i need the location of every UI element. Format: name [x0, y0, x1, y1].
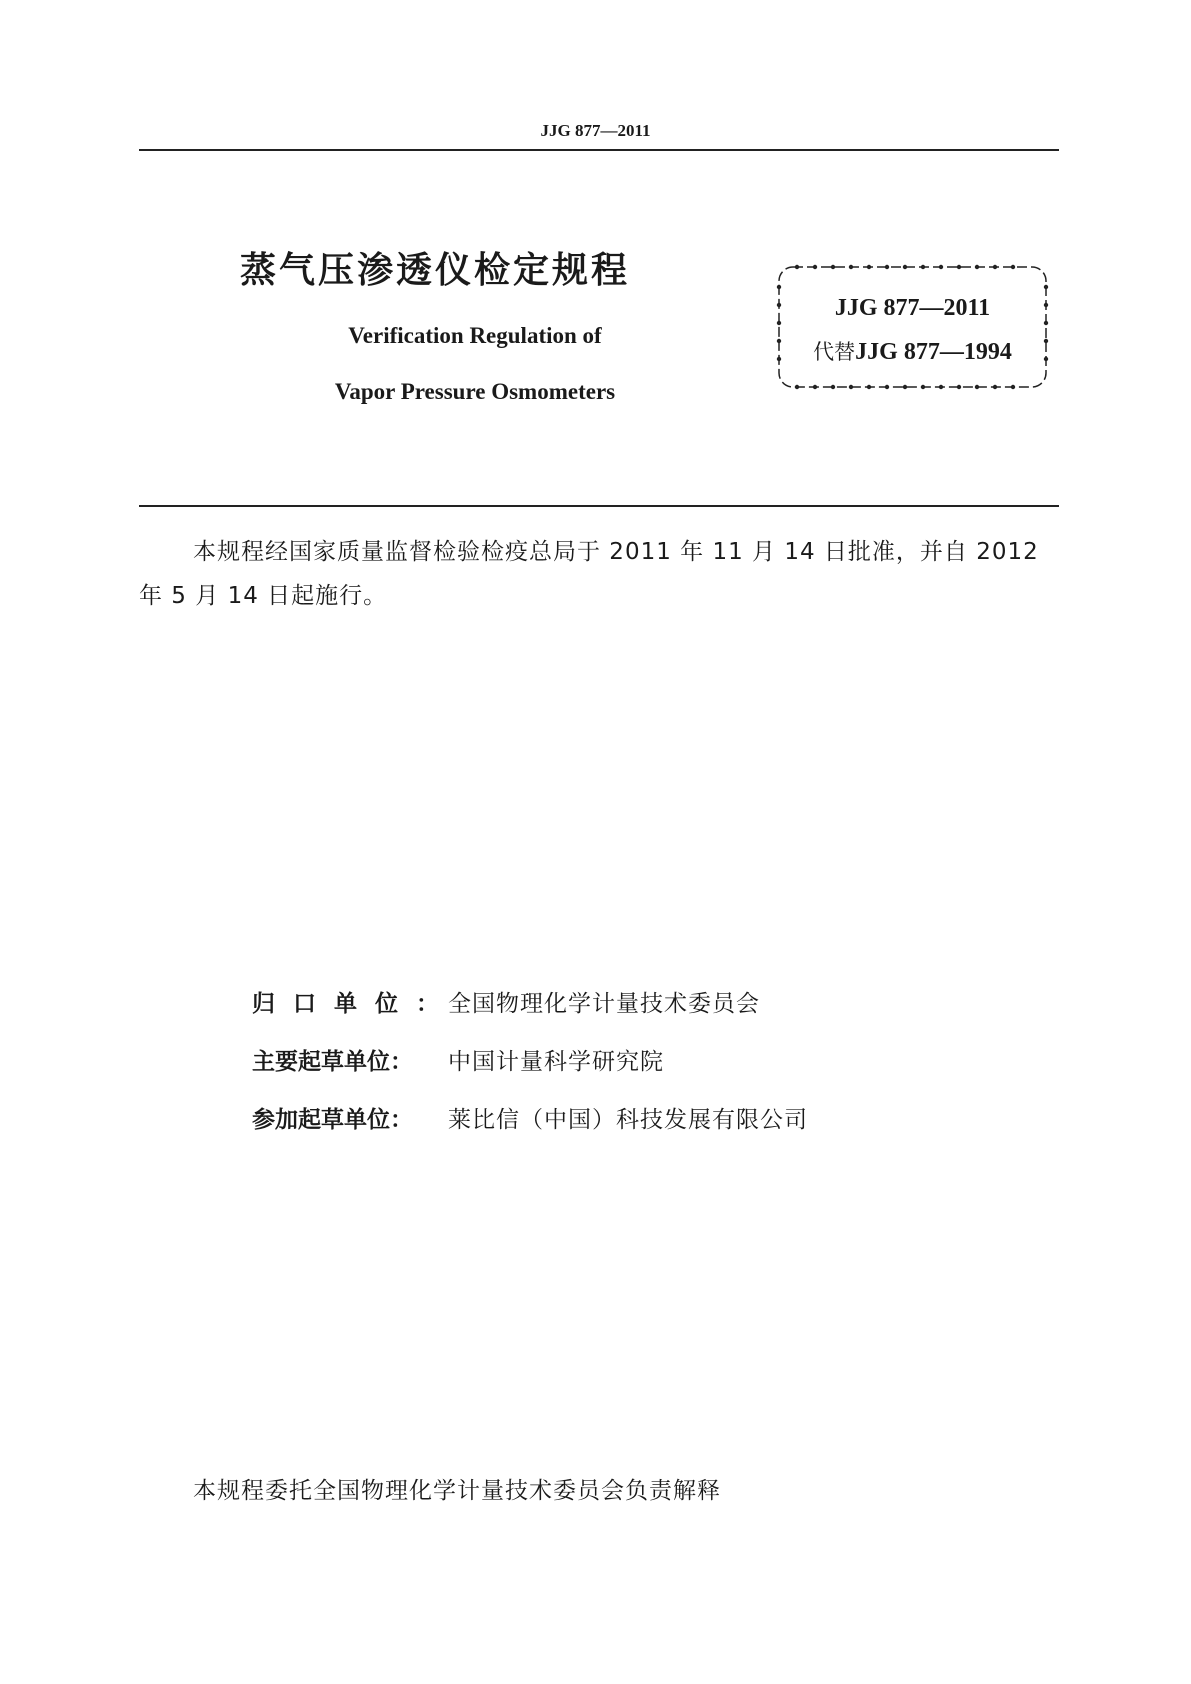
border-dot — [921, 265, 925, 269]
approval-statement: 本规程经国家质量监督检验检疫总局于 2011 年 11 月 14 日批准，并自 2012 年 5 月 14 日起施行。 — [139, 539, 1039, 609]
unit-value: 全国物理化学计量技术委员会 — [448, 991, 760, 1017]
border-dot — [921, 385, 925, 389]
border-dot — [849, 265, 853, 269]
border-dot — [795, 385, 799, 389]
border-dot — [1044, 285, 1048, 289]
unit-row-responsible — [252, 985, 760, 1018]
border-dot — [867, 265, 871, 269]
unit-label: 主要起草单位： — [252, 1049, 413, 1075]
border-dot — [975, 385, 979, 389]
border-dot — [867, 385, 871, 389]
border-dot — [975, 265, 979, 269]
unit-label: 归口单位： — [252, 991, 457, 1017]
border-dot — [957, 385, 961, 389]
border-dot — [795, 265, 799, 269]
border-dot — [813, 385, 817, 389]
title-english-line1: Verification Regulation of — [348, 323, 602, 348]
decorative-border — [775, 263, 1050, 391]
replaced-standard-code: JJG 877—1994 — [855, 339, 1012, 365]
border-dot — [1011, 385, 1015, 389]
border-dot — [993, 265, 997, 269]
border-dot — [903, 385, 907, 389]
border-dot — [939, 265, 943, 269]
title-english-line2: Vapor Pressure Osmometers — [334, 379, 616, 404]
standard-code: JJG 877—2011 — [834, 295, 991, 321]
unit-value: 莱比信（中国）科技发展有限公司 — [448, 1107, 808, 1133]
header-code: JJG 877—2011 — [540, 121, 651, 140]
border-dot — [831, 385, 835, 389]
title-chinese: 蒸气压渗透仪检定规程 — [240, 250, 631, 291]
unit-label: 参加起草单位： — [252, 1107, 413, 1133]
border-dot — [939, 385, 943, 389]
border-dot — [813, 265, 817, 269]
border-dot — [885, 265, 889, 269]
replaces-label: 代替 — [813, 340, 856, 364]
unit-value: 中国计量科学研究院 — [448, 1049, 664, 1075]
unit-row-main-drafter — [252, 1043, 664, 1076]
border-dot — [993, 385, 997, 389]
header-rule — [139, 149, 1059, 151]
border-dot — [1011, 265, 1015, 269]
border-dot — [957, 265, 961, 269]
border-dot — [903, 265, 907, 269]
interpretation-statement: 本规程委托全国物理化学计量技术委员会负责解释 — [193, 1478, 721, 1504]
border-dot — [885, 385, 889, 389]
standard-code-box — [775, 263, 1050, 391]
border-dot — [777, 285, 781, 289]
section-rule — [139, 505, 1059, 507]
border-dot — [831, 265, 835, 269]
border-dot — [849, 385, 853, 389]
replaces-code — [775, 336, 1050, 366]
unit-row-participating-drafter — [252, 1101, 808, 1134]
